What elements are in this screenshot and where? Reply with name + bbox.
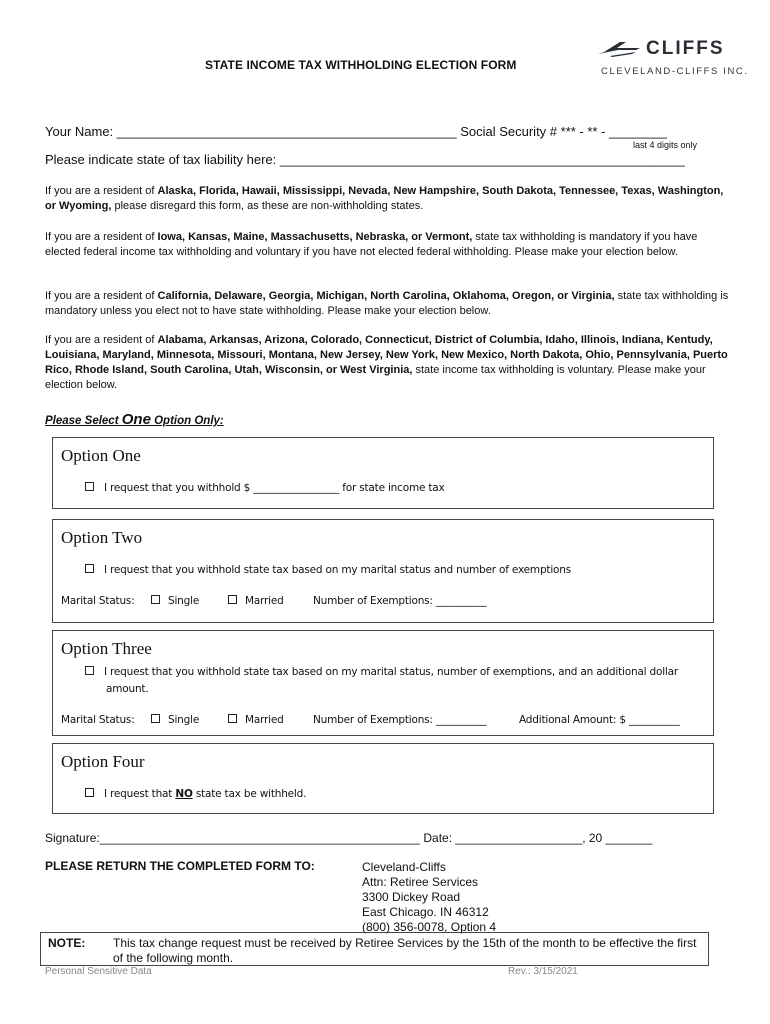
option-three-marital-label: Marital Status:	[61, 714, 135, 726]
address-line: Attn: Retiree Services	[362, 875, 479, 889]
address-line: East Chicago. IN 46312	[362, 905, 489, 919]
state-liability-field[interactable]: Please indicate state of tax liability here: ________________________________________________________	[45, 152, 685, 167]
note-label: NOTE:	[48, 936, 86, 950]
return-address	[362, 860, 496, 935]
note-text: This tax change request must be received by Retiree Services by the 15th of the month to be effective the first of the following month.	[113, 936, 697, 965]
option-three-box	[52, 630, 714, 736]
option-two-box	[52, 519, 714, 623]
option-three-married-checkbox[interactable]	[228, 714, 237, 723]
option-four-box	[52, 743, 714, 814]
address-line: (800) 356-0078, Option 4	[362, 920, 497, 934]
paragraph-non-withholding: If you are a resident of Alaska, Florida, Hawaii, Mississippi, Nevada, New Hampshire, South Dakota, Tennessee, Texas, Washington, or Wyoming, please disregard this form, as these are non-withholding states.	[45, 185, 724, 212]
option-three-single-checkbox[interactable]	[151, 714, 160, 723]
option-three-married: Married	[228, 714, 284, 726]
option-three-checkbox[interactable]	[85, 666, 94, 675]
paragraph-voluntary: If you are a resident of Alabama, Arkansas, Arizona, Colorado, Connecticut, District of Columbia, Idaho, Illinois, Indiana, Kentudy, Louisiana, Maryland, Minnesota, Missouri, Montana, New Jersey, New York, New Mexico, North Dakota, Ohio, Pennsylvania, Puerto Rico, Rhode Island, South Carolina, Utah, Wisconsin, or West Virginia, state income tax withholding is voluntary. Please make your election below.	[45, 334, 728, 391]
option-one-title: Option One	[61, 446, 141, 465]
logo-wordmark: CLIFFS	[646, 38, 725, 59]
option-three-additional-amount[interactable]: Additional Amount: $ __________	[519, 714, 680, 726]
option-two-title: Option Two	[61, 528, 143, 547]
paragraph-mandatory-unless-elect: If you are a resident of California, Delaware, Georgia, Michigan, North Carolina, Oklahoma, Oregon, or Virginia, state tax withholding is mandatory unless you elect not to have state withholding. Please make your election below.	[45, 290, 729, 317]
form-title: STATE INCOME TAX WITHHOLDING ELECTION FORM	[205, 58, 517, 72]
option-two-single-checkbox[interactable]	[151, 595, 160, 604]
paragraph-mandatory-if-federal: If you are a resident of Iowa, Kansas, Maine, Massachusetts, Nebraska, or Vermont, state tax withholding is mandatory if you have elected federal income tax withholding and voluntary if you have not elected federal withholding. Please make your election below.	[45, 231, 698, 258]
option-three-line-2: amount.	[106, 683, 149, 695]
select-one-heading: Please Select One Option Only:	[45, 411, 224, 428]
option-four-checkbox[interactable]	[85, 788, 94, 797]
option-three-exemptions[interactable]: Number of Exemptions: __________	[313, 714, 487, 726]
ssn-hint: last 4 digits only	[633, 140, 698, 150]
option-two-checkbox[interactable]	[85, 564, 94, 573]
option-three-single: Single	[151, 714, 199, 726]
option-one-line: I request that you withhold $ _________________ for state income tax	[85, 482, 445, 494]
option-three-title: Option Three	[61, 639, 152, 658]
footer-classification: Personal Sensitive Data	[45, 966, 152, 977]
option-two-married-checkbox[interactable]	[228, 595, 237, 604]
option-two-line: I request that you withhold state tax based on my marital status and number of exemptions	[85, 564, 571, 576]
name-ssn-field[interactable]: Your Name: _______________________________________________ Social Security # *** - ** - ________	[45, 124, 667, 139]
option-two-married: Married	[228, 595, 284, 607]
cliffs-swoosh-icon	[596, 38, 642, 60]
logo-subtitle: CLEVELAND-CLIFFS INC.	[601, 66, 749, 77]
return-label: PLEASE RETURN THE COMPLETED FORM TO:	[45, 859, 315, 873]
footer-revision: Rev.: 3/15/2021	[508, 966, 578, 977]
cliffs-logo	[596, 38, 749, 83]
address-line: 3300 Dickey Road	[362, 890, 461, 904]
option-one-box	[52, 437, 714, 509]
note-box	[40, 932, 709, 966]
option-two-marital-label: Marital Status:	[61, 595, 135, 607]
address-line: Cleveland-Cliffs	[362, 860, 446, 874]
option-one-checkbox[interactable]	[85, 482, 94, 491]
signature-date-line[interactable]: Signature:________________________________________________ Date: ___________________, 20 _______	[45, 831, 653, 845]
option-four-title: Option Four	[61, 752, 145, 771]
option-two-exemptions[interactable]: Number of Exemptions: __________	[313, 595, 487, 607]
option-two-single: Single	[151, 595, 199, 607]
option-four-line: I request that NO state tax be withheld.	[85, 788, 306, 800]
option-three-line: I request that you withhold state tax based on my marital status, number of exemptions, and an additional dollar	[85, 666, 678, 678]
